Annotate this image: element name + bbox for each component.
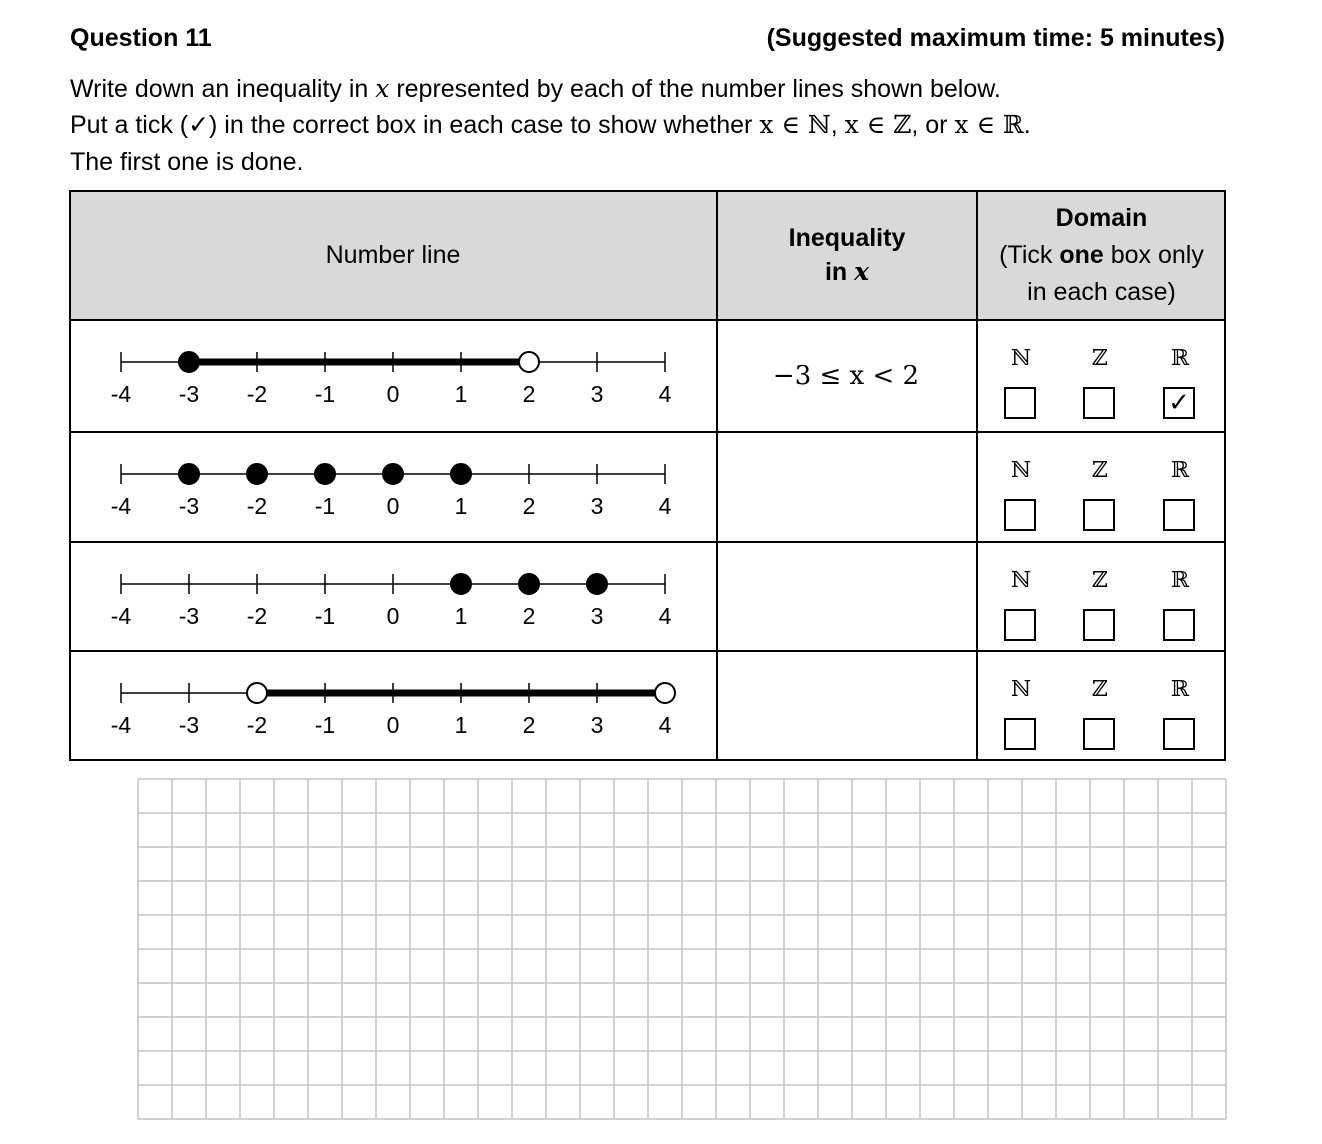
- tick-box-integers[interactable]: [1083, 499, 1115, 531]
- instruction-line-1: Write down an inequality in x represented by each of the number lines shown below.: [70, 74, 1001, 103]
- closed-point: [519, 574, 539, 594]
- domain-label-reals: ℝ: [1170, 677, 1190, 702]
- tick-label: -2: [246, 381, 268, 407]
- domain-label-reals: ℝ: [1170, 568, 1190, 593]
- table-border-right: [1224, 190, 1226, 761]
- number-line: [71, 320, 717, 431]
- closed-point: [179, 352, 199, 372]
- closed-point: [179, 464, 199, 484]
- tick-label: -3: [178, 381, 200, 407]
- tick-label: -1: [314, 493, 336, 519]
- tick-label: 2: [522, 493, 536, 519]
- tick-box-naturals[interactable]: [1004, 387, 1036, 419]
- table-border-top: [69, 190, 1226, 192]
- tick-label: -3: [178, 493, 200, 519]
- check-icon: ✓: [1168, 388, 1190, 418]
- tick-label: 3: [590, 712, 604, 738]
- tick-label: 1: [454, 381, 468, 407]
- number-line: [71, 542, 717, 650]
- inequality-answer: −3 ≤ x < 2: [772, 361, 920, 391]
- tick-label: -4: [110, 603, 132, 629]
- tick-label: 4: [658, 712, 672, 738]
- domain-label-integers: ℤ: [1091, 568, 1109, 593]
- domain-label-naturals: ℕ: [1010, 677, 1032, 702]
- open-point: [655, 683, 675, 703]
- closed-point: [315, 464, 335, 484]
- tick-label: 1: [454, 603, 468, 629]
- table-border-bottom: [69, 759, 1226, 761]
- tick-label: 0: [386, 712, 400, 738]
- domain-label-reals: ℝ: [1170, 458, 1190, 483]
- tick-box-naturals[interactable]: [1004, 609, 1036, 641]
- tick-label: -2: [246, 603, 268, 629]
- tick-label: -1: [314, 603, 336, 629]
- closed-point: [451, 464, 471, 484]
- tick-label: -2: [246, 493, 268, 519]
- closed-point: [247, 464, 267, 484]
- tick-label: -3: [178, 603, 200, 629]
- tick-label: 3: [590, 381, 604, 407]
- domain-label-naturals: ℕ: [1010, 346, 1032, 371]
- domain-label-integers: ℤ: [1091, 458, 1109, 483]
- open-point: [519, 352, 539, 372]
- tick-label: 3: [590, 493, 604, 519]
- tick-label: 1: [454, 712, 468, 738]
- tick-label: -2: [246, 712, 268, 738]
- tick-label: 0: [386, 381, 400, 407]
- domain-label-integers: ℤ: [1091, 677, 1109, 702]
- question-title: Question 11: [70, 24, 212, 52]
- tick-box-reals[interactable]: [1163, 387, 1195, 419]
- tick-label: -4: [110, 381, 132, 407]
- tick-label: -1: [314, 712, 336, 738]
- tick-label: 0: [386, 493, 400, 519]
- column-divider-2: [976, 190, 978, 761]
- tick-label: 2: [522, 603, 536, 629]
- tick-label: 4: [658, 493, 672, 519]
- header-inequality: Inequality in x: [788, 224, 906, 286]
- tick-box-reals[interactable]: [1163, 609, 1195, 641]
- tick-label: -3: [178, 712, 200, 738]
- instruction-line-3: The first one is done.: [70, 148, 304, 176]
- tick-box-naturals[interactable]: [1004, 718, 1036, 750]
- open-point: [247, 683, 267, 703]
- instruction-line-2: Put a tick (✓) in the correct box in each case to show whether x ∈ ℕ, x ∈ ℤ, or x ∈ ℝ.: [70, 110, 1031, 139]
- answer-table: [69, 190, 1226, 761]
- tick-label: 4: [658, 381, 672, 407]
- closed-point: [383, 464, 403, 484]
- tick-label: 4: [658, 603, 672, 629]
- suggested-time: (Suggested maximum time: 5 minutes): [766, 24, 1225, 52]
- number-line: [71, 651, 717, 759]
- tick-label: 2: [522, 712, 536, 738]
- tick-box-naturals[interactable]: [1004, 499, 1036, 531]
- domain-label-integers: ℤ: [1091, 346, 1109, 371]
- tick-label: 1: [454, 493, 468, 519]
- tick-label: -1: [314, 381, 336, 407]
- tick-label: -4: [110, 712, 132, 738]
- tick-box-reals[interactable]: [1163, 499, 1195, 531]
- tick-label: 3: [590, 603, 604, 629]
- answer-grid[interactable]: [137, 778, 1227, 1120]
- tick-label: -4: [110, 493, 132, 519]
- tick-box-reals[interactable]: [1163, 718, 1195, 750]
- tick-box-integers[interactable]: [1083, 609, 1115, 641]
- header-domain: Domain (Tick one box only in each case): [999, 204, 1204, 306]
- domain-label-naturals: ℕ: [1010, 568, 1032, 593]
- closed-point: [451, 574, 471, 594]
- tick-label: 0: [386, 603, 400, 629]
- question-header: [70, 24, 1225, 56]
- header-number-line: Number line: [325, 241, 461, 269]
- domain-label-reals: ℝ: [1170, 346, 1190, 371]
- domain-label-naturals: ℕ: [1010, 458, 1032, 483]
- tick-box-integers[interactable]: [1083, 387, 1115, 419]
- tick-box-integers[interactable]: [1083, 718, 1115, 750]
- number-line: [71, 432, 717, 541]
- tick-label: 2: [522, 381, 536, 407]
- closed-point: [587, 574, 607, 594]
